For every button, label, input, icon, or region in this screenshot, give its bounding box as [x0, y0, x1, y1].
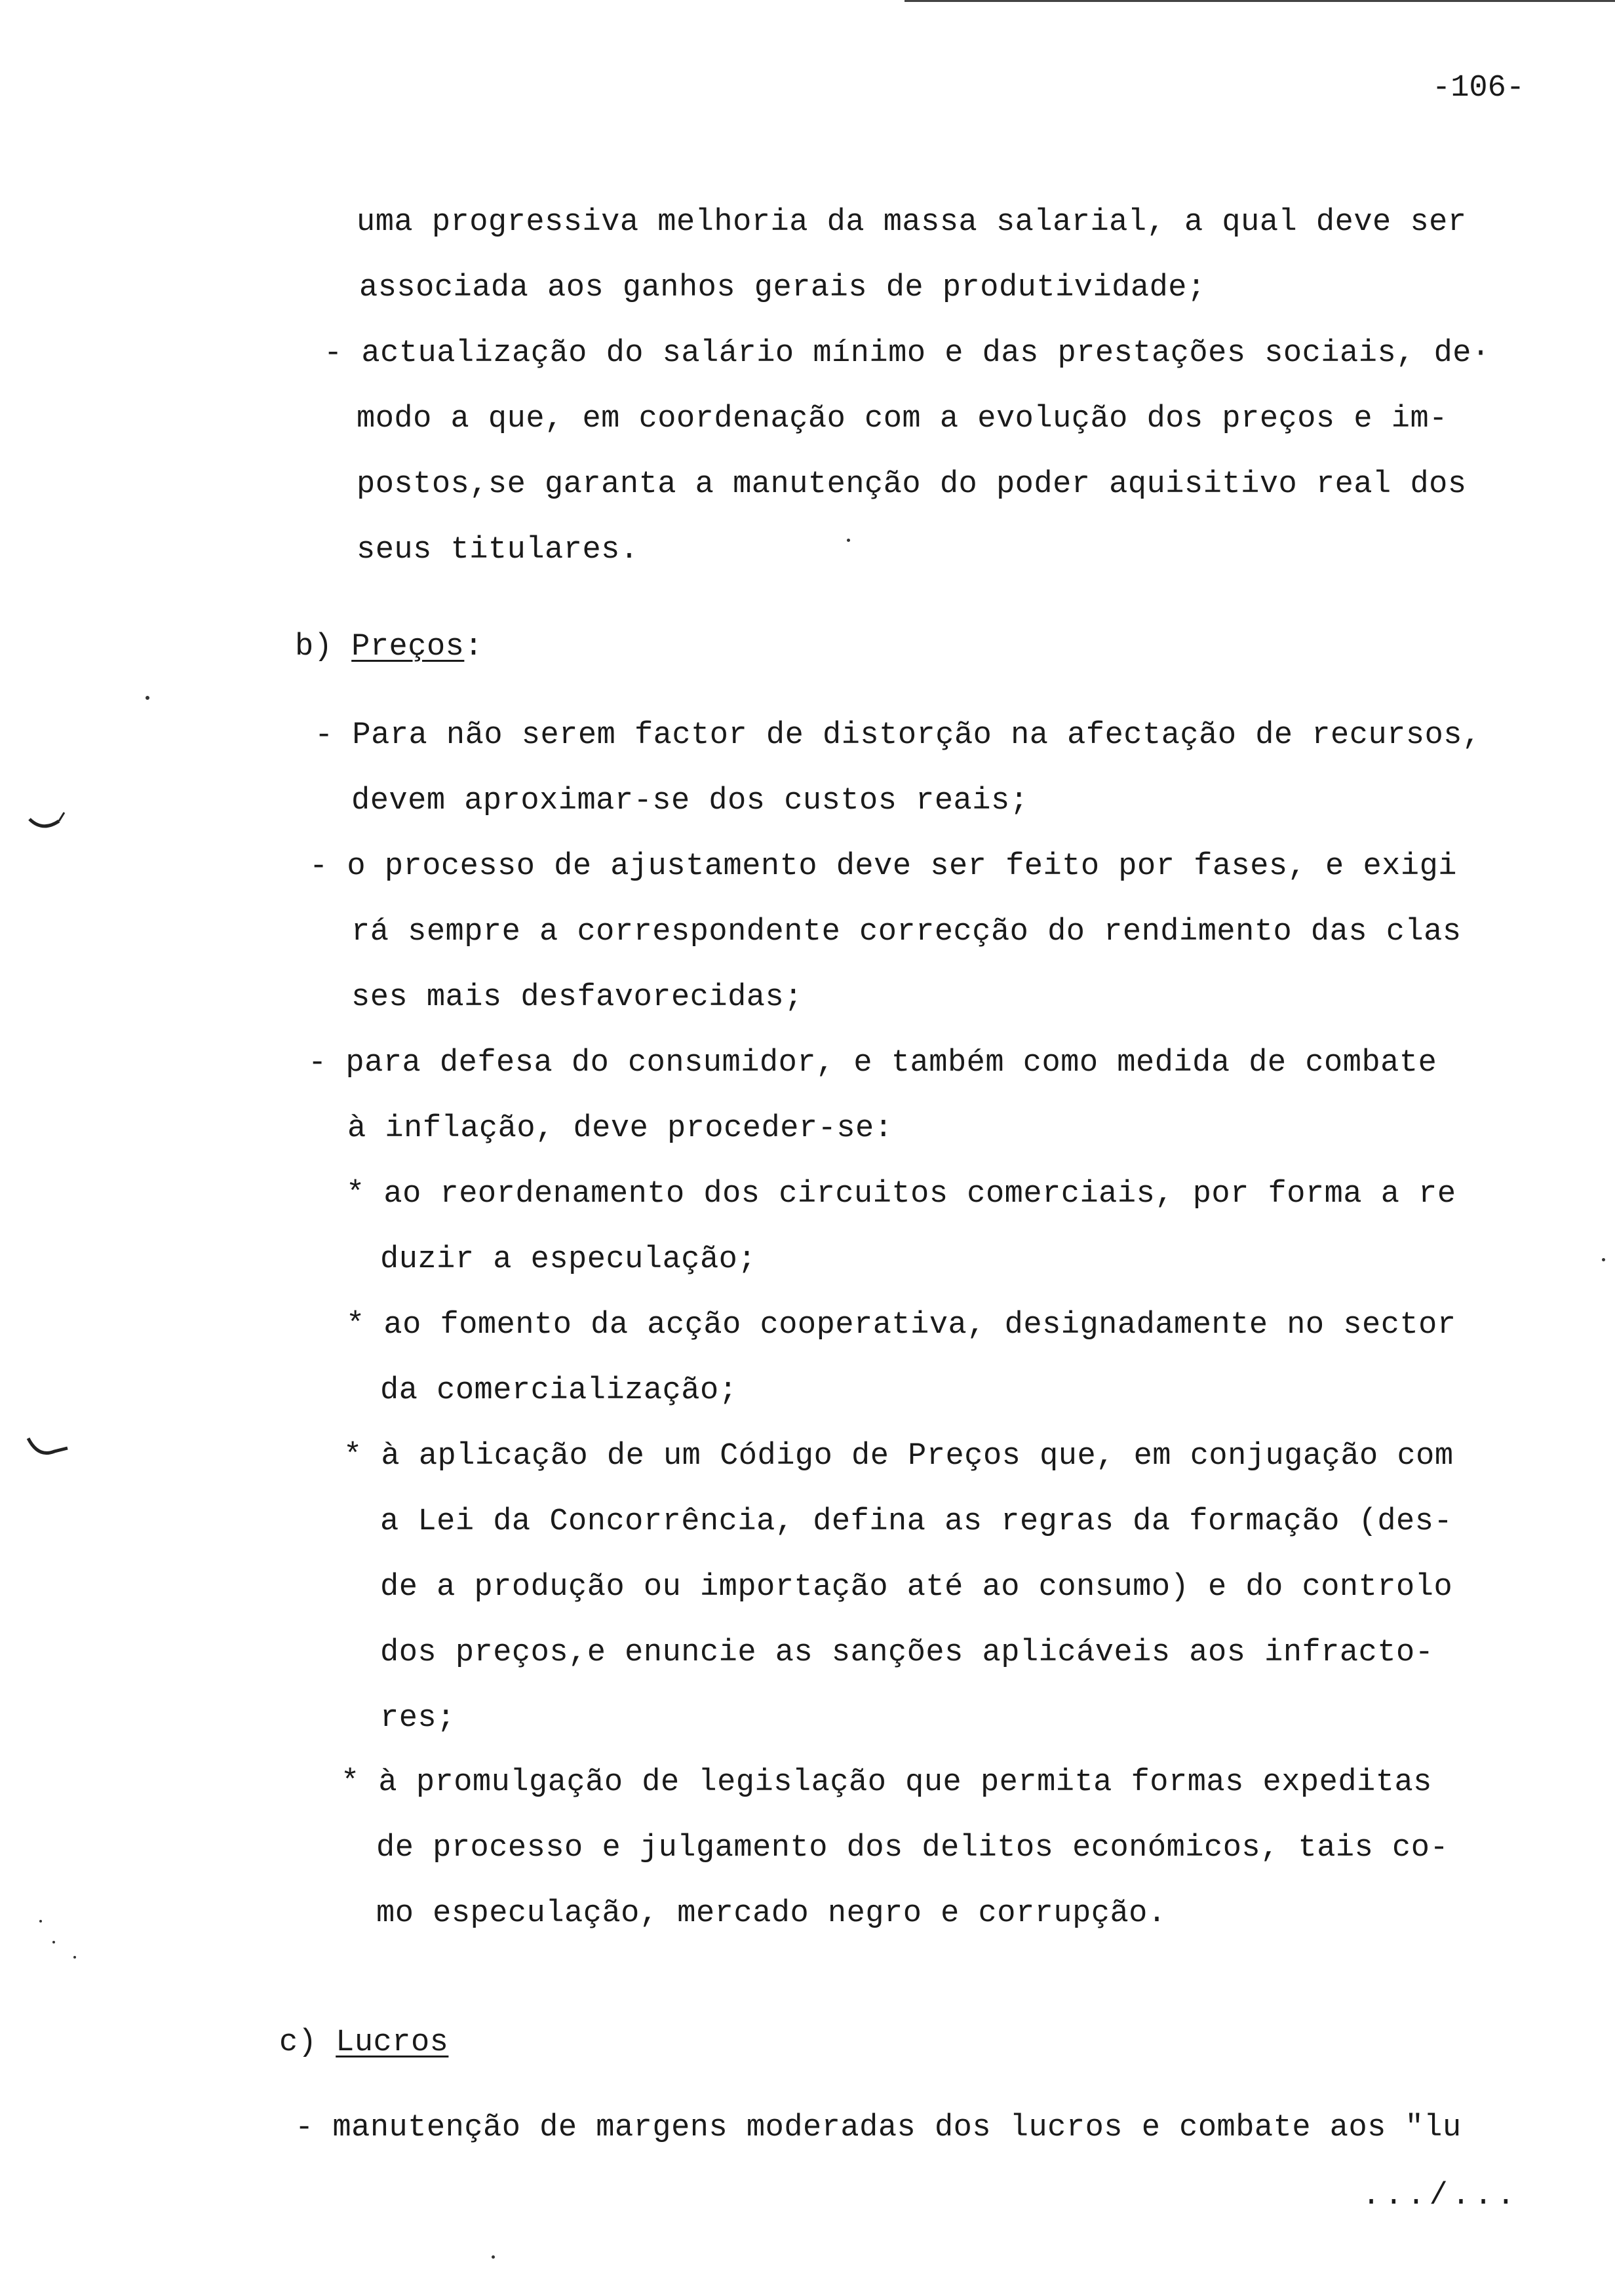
- list-item-continuation: à inflação, deve proceder-se:: [347, 1111, 893, 1146]
- sub-item-continuation: da comercialização;: [380, 1373, 738, 1408]
- sub-item: * à promulgação de legislação que permita formas expeditas: [341, 1765, 1432, 1800]
- sub-item-continuation: res;: [380, 1701, 456, 1736]
- sub-item: * à aplicação de um Código de Preços que, em conjugação com: [343, 1439, 1454, 1474]
- text-line: postos,se garanta a manutenção do poder aquisitivo real dos: [357, 467, 1467, 502]
- list-item-continuation: devem aproximar-se dos custos reais;: [351, 784, 1029, 818]
- list-item-continuation: ses mais desfavorecidas;: [351, 980, 803, 1015]
- list-item: - Para não serem factor de distorção na afectação de recursos,: [315, 718, 1481, 753]
- section-colon: :: [464, 630, 484, 664]
- list-item: - para defesa do consumidor, e também como medida de combate: [308, 1046, 1437, 1081]
- scan-speck: [847, 539, 850, 542]
- sub-item: * ao reordenamento dos circuitos comerciais, por forma a re: [346, 1177, 1456, 1212]
- text-line: associada aos ganhos gerais de produtividade;: [359, 271, 1206, 305]
- scan-speck: [146, 696, 149, 700]
- scan-speck: [492, 2255, 495, 2259]
- sub-item-continuation: mo especulação, mercado negro e corrupção.: [376, 1896, 1167, 1931]
- section-title: Preços: [351, 630, 465, 664]
- sub-item-continuation: a Lei da Concorrência, defina as regras da formação (des-: [380, 1504, 1453, 1539]
- scan-speck: [39, 1920, 42, 1923]
- scan-mark-icon: [26, 809, 72, 842]
- section-heading-precos: [295, 629, 483, 666]
- text-line: uma progressiva melhoria da massa salarial, a qual deve ser: [357, 205, 1467, 240]
- scan-speck: [52, 1941, 55, 1943]
- section-marker: c): [279, 2025, 317, 2060]
- top-rule: [905, 0, 1615, 2]
- continuation-marker: .../...: [1362, 2179, 1519, 2213]
- sub-item: * ao fomento da acção cooperativa, designadamente no sector: [346, 1308, 1456, 1343]
- scan-speck: [73, 1956, 76, 1959]
- section-marker: b): [295, 630, 333, 664]
- sub-item-continuation: de a produção ou importação até ao consumo) e do controlo: [380, 1570, 1453, 1605]
- section-heading-lucros: [279, 2025, 448, 2061]
- list-item-continuation: rá sempre a correspondente correcção do rendimento das clas: [351, 915, 1462, 949]
- list-item: - manutenção de margens moderadas dos lucros e combate aos "lu: [295, 2111, 1462, 2145]
- text-line: modo a que, em coordenação com a evolução dos preços e im-: [357, 402, 1448, 436]
- scan-mark-icon: [25, 1435, 77, 1468]
- list-item: - o processo de ajustamento deve ser feito por fases, e exigi: [309, 849, 1457, 884]
- sub-item-continuation: duzir a especulação;: [380, 1242, 757, 1277]
- sub-item-continuation: dos preços,e enuncie as sanções aplicáveis aos infracto-: [380, 1636, 1434, 1670]
- text-line: seus titulares.: [357, 533, 639, 567]
- section-title: Lucros: [336, 2025, 449, 2060]
- scan-speck: [1602, 1258, 1605, 1261]
- sub-item-continuation: de processo e julgamento dos delitos económicos, tais co-: [376, 1831, 1449, 1866]
- text-line: - actualização do salário mínimo e das prestações sociais, de·: [324, 336, 1490, 371]
- page-number: -106-: [1432, 71, 1525, 105]
